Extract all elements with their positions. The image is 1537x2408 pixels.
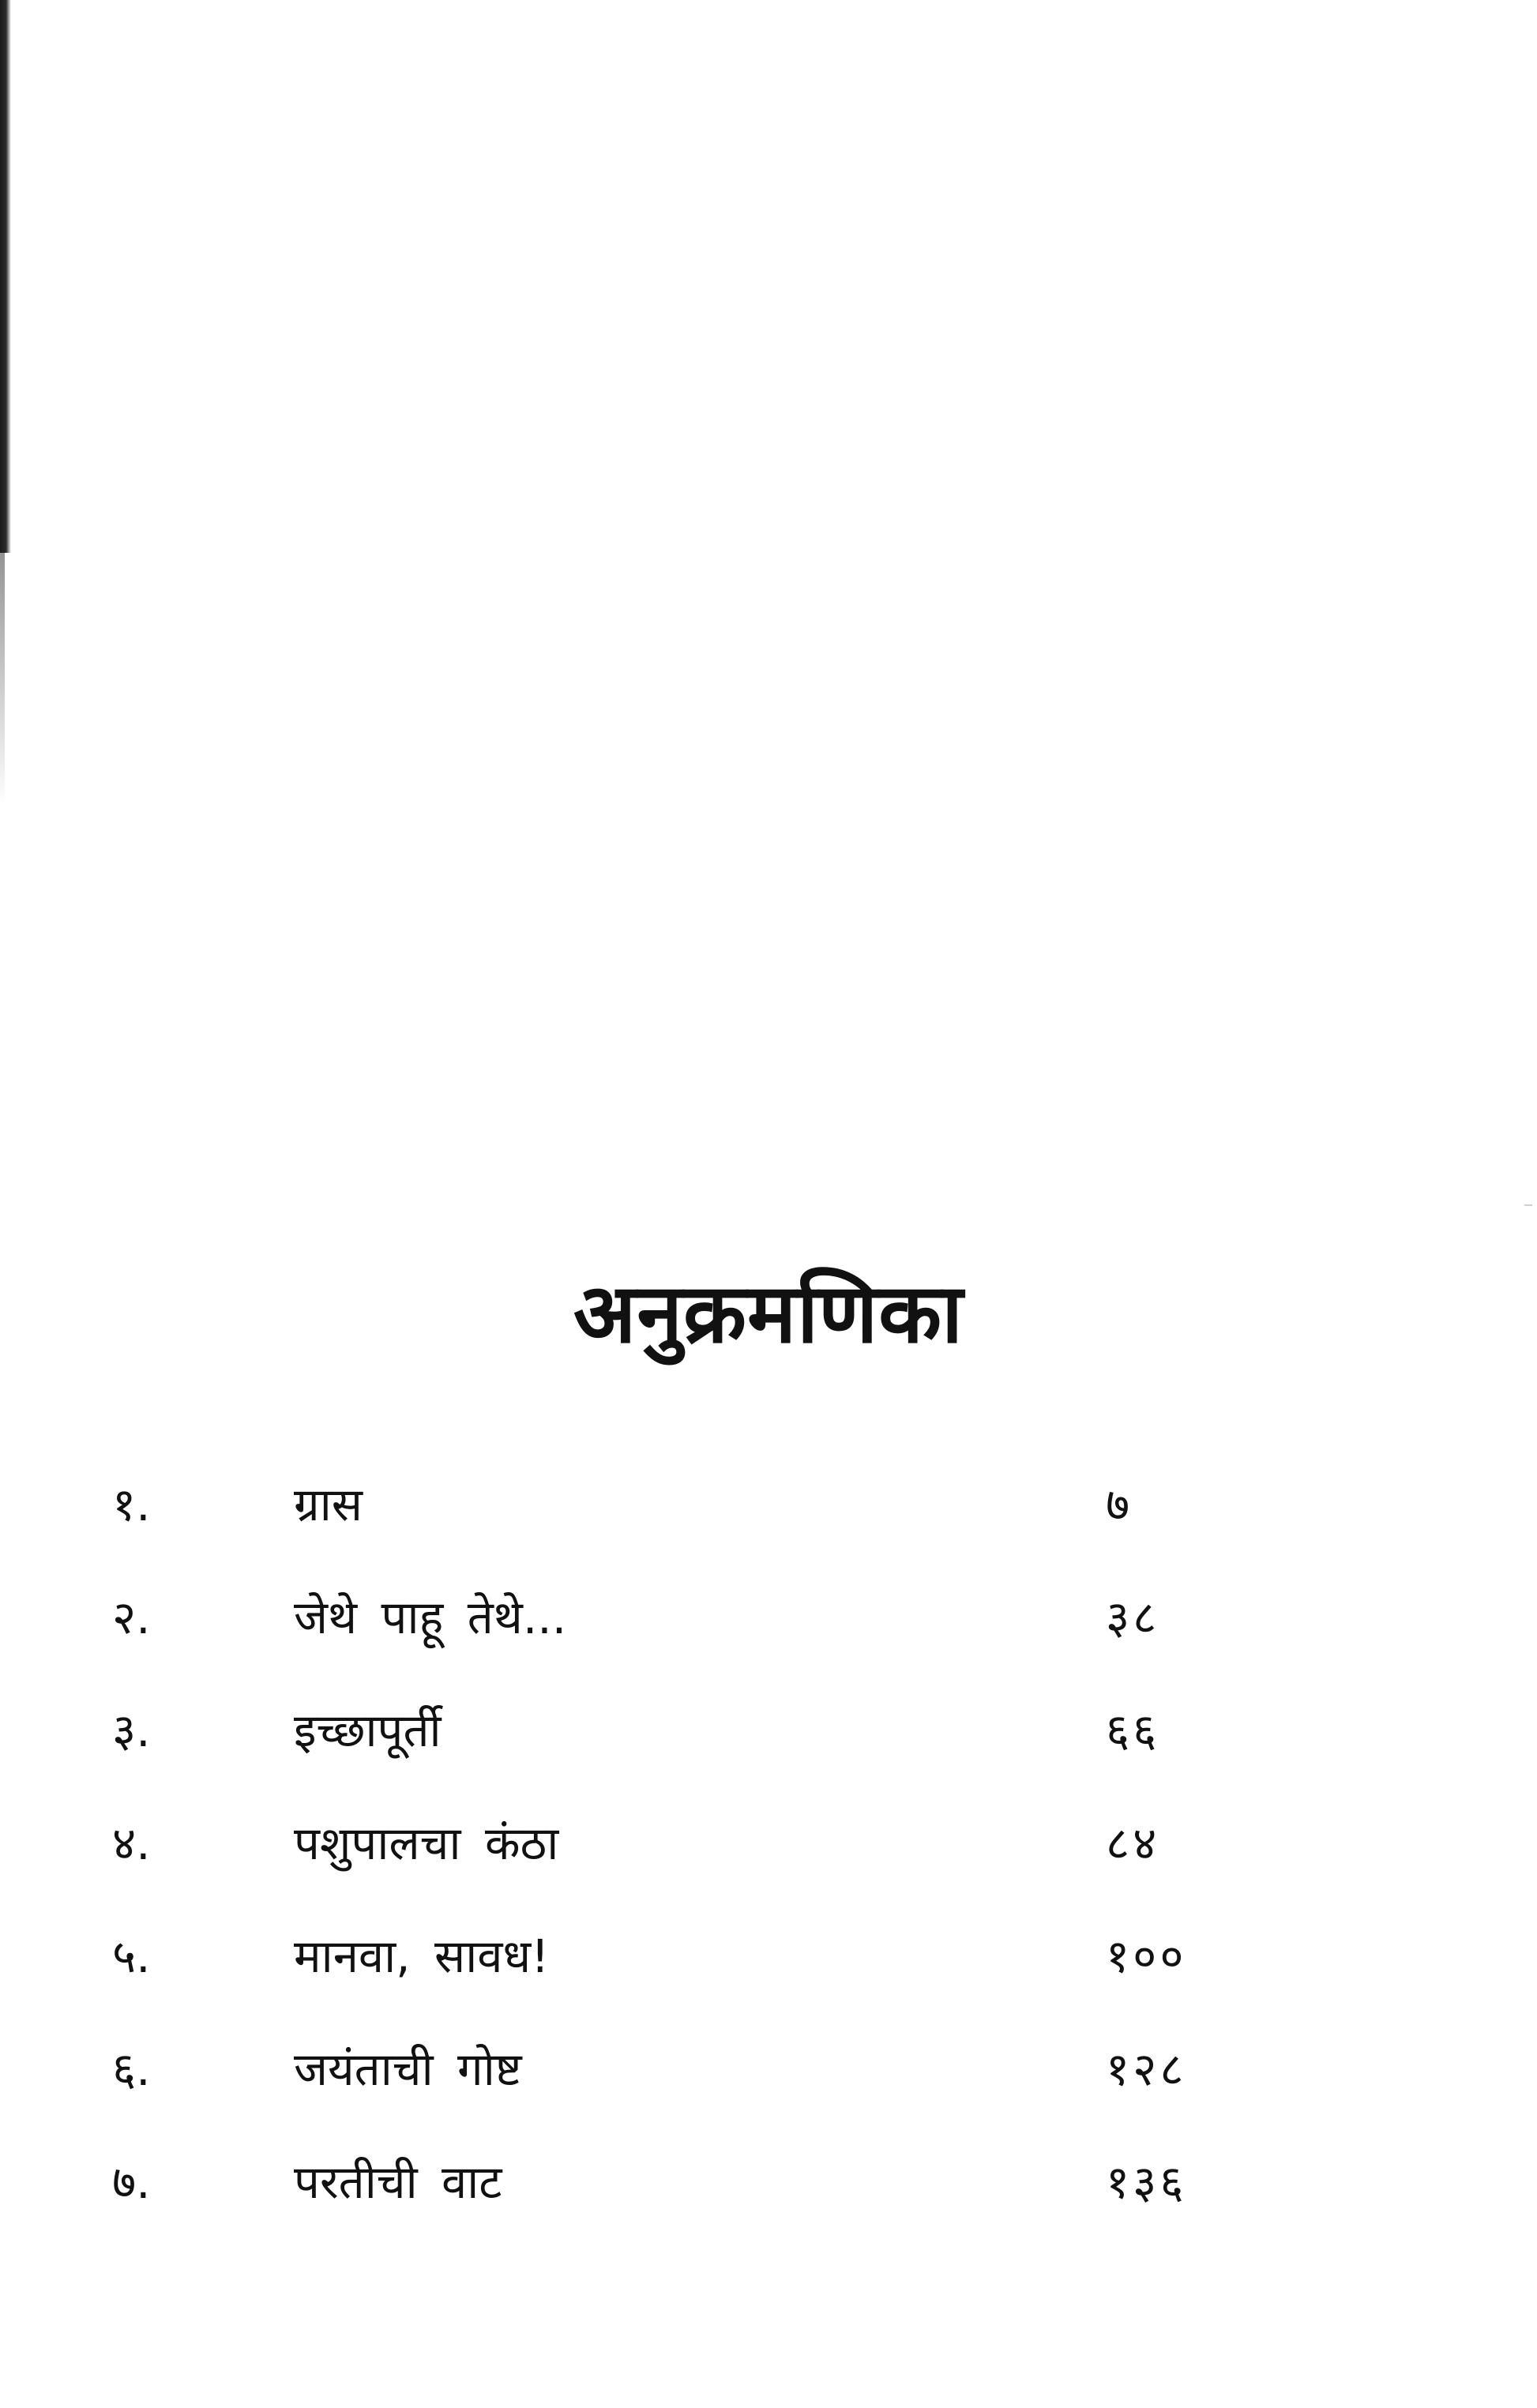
- toc-entry-number: ६.: [112, 2042, 151, 2096]
- toc-entry-title: इच्छापूर्ती: [294, 1704, 442, 1757]
- toc-entry-title: जयंताची गोष्ट: [294, 2042, 522, 2096]
- toc-entry-number: ४.: [112, 1816, 151, 1870]
- toc-entry-title: मानवा, सावध!: [294, 1929, 550, 1983]
- toc-entry-page: ६६: [1106, 1704, 1160, 1757]
- table-of-contents: [0, 1469, 1537, 2260]
- toc-entry: [0, 1582, 1537, 1695]
- toc-entry: [0, 1469, 1537, 1582]
- toc-entry: [0, 2147, 1537, 2260]
- toc-entry-page: ७: [1106, 1478, 1133, 1531]
- toc-entry-page: ८४: [1106, 1816, 1160, 1870]
- toc-entry: [0, 1921, 1537, 2034]
- scan-speck: [1524, 1204, 1532, 1206]
- toc-entry: [0, 1808, 1537, 1921]
- toc-entry: [0, 1695, 1537, 1808]
- toc-entry-page: १००: [1106, 1929, 1187, 1983]
- scan-page-edge: [0, 0, 11, 553]
- toc-entry-page: १२८: [1106, 2042, 1187, 2096]
- toc-entry-number: २.: [112, 1591, 151, 1644]
- toc-entry-title: ग्रास: [294, 1478, 363, 1531]
- page-title: अनुक्रमणिका: [573, 1265, 964, 1362]
- toc-entry-number: ७.: [112, 2155, 151, 2209]
- toc-entry-title: परतीची वाट: [294, 2155, 502, 2209]
- toc-entry: [0, 2034, 1537, 2147]
- toc-entry-number: ५.: [112, 1929, 151, 1983]
- toc-entry-page: १३६: [1106, 2155, 1187, 2209]
- toc-entry-title: जेथे पाहू तेथे...: [294, 1591, 567, 1644]
- toc-entry-title: पशुपालचा कंठा: [294, 1816, 559, 1870]
- toc-entry-number: ३.: [112, 1704, 151, 1757]
- scan-page-edge-shadow: [0, 553, 5, 806]
- toc-entry-number: १.: [112, 1478, 151, 1531]
- toc-entry-page: ३८: [1106, 1591, 1160, 1644]
